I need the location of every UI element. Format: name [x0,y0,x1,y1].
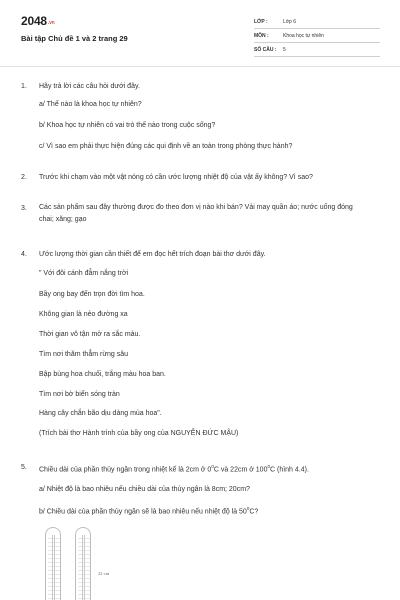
question-text: Chiều dài của phần thủy ngân trong nhiệt kế là 2cm ở $0^0C$ và 22cm ở $100^0C$ (hình 4.4). [39,464,309,474]
thermometer-figure-right [75,527,91,600]
poem-citation: (Trích bài thơ Hành trình của bầy ong của NGUYỄN ĐỨC MẬU) [39,430,239,437]
meta-class-key: LỚP : [254,19,268,25]
meta-subject [254,31,380,43]
meta-subject-key: MÔN : [254,33,269,39]
question-1-part-a: a/ Thế nào là khoa học tự nhiên? [39,101,142,108]
question-1-part-b: b/ Khoa học tự nhiên có vai trò thế nào trong cuộc sống? [39,122,216,129]
meta-class-value: Lớp 6 [283,19,297,25]
poem-line: Bầy ong bay đến trọn đời tìm hoa. [39,291,145,298]
question-number: 5. [21,464,27,471]
question-number: 4. [21,251,27,258]
thermometer-figure-left [45,527,61,600]
document-header [0,0,400,66]
meta-class [254,17,380,29]
question-number: 2. [21,174,27,181]
question-number: 1. [21,83,27,90]
question-text: Hãy trả lời các câu hỏi dưới đây. [39,83,140,90]
meta-count-value: 5 [283,47,286,53]
meta-count-key: SỐ CÂU : [254,47,277,53]
poem-line: Thời gian vô tận mở ra sắc màu. [39,331,141,338]
question-text: Trước khi chạm vào một vật nóng có cần ước lượng nhiệt độ của vật ấy không? Vì sao? [39,174,313,181]
poem-line: Không gian là nẻo đường xa [39,311,128,318]
site-logo[interactable]: 2048.vn [21,14,55,28]
meta-subject-value: Khoa học tự nhiên [283,33,324,39]
poem-line: Hàng cây chắn bão dịu dàng mùa hoa". [39,410,162,417]
header-divider [0,66,400,67]
question-3-text: Các sản phẩm sau đây thường được đo theo đơn vị nào khi bán? Vải may quần áo; nước uống đóng chai; xăng; gạo [39,204,353,223]
question-1-part-c: c/ Vì sao em phải thực hiện đúng các qui định về an toàn trong phòng thực hành? [39,143,293,150]
figure-length-label: 22 cm [98,571,110,576]
poem-line: " Với đôi cánh đẫm nắng trời [39,270,129,277]
question-5-part-b: b/ Chiều dài của phần thủy ngân sẽ là bao nhiêu nếu nhiệt độ là $50^0C$? [39,506,259,516]
question-text: Ước lượng thời gian cần thiết để em đọc hết trích đoạn bài thơ dưới đây. [39,251,266,258]
question-5-part-a: a/ Nhiệt độ là bao nhiêu nếu chiều dài của thủy ngân là 8cm; 20cm? [39,486,250,493]
poem-line: Tìm nơi thăm thẳm rừng sâu [39,351,129,358]
poem-line: Bập bùng hoa chuối, trắng màu hoa ban. [39,371,166,378]
question-number: 3. [21,205,27,212]
meta-question-count [254,45,380,57]
poem-line: Tìm nơi bờ biển sóng tràn [39,391,120,398]
document-title: Bài tập Chủ đề 1 và 2 trang 29 [21,34,128,43]
